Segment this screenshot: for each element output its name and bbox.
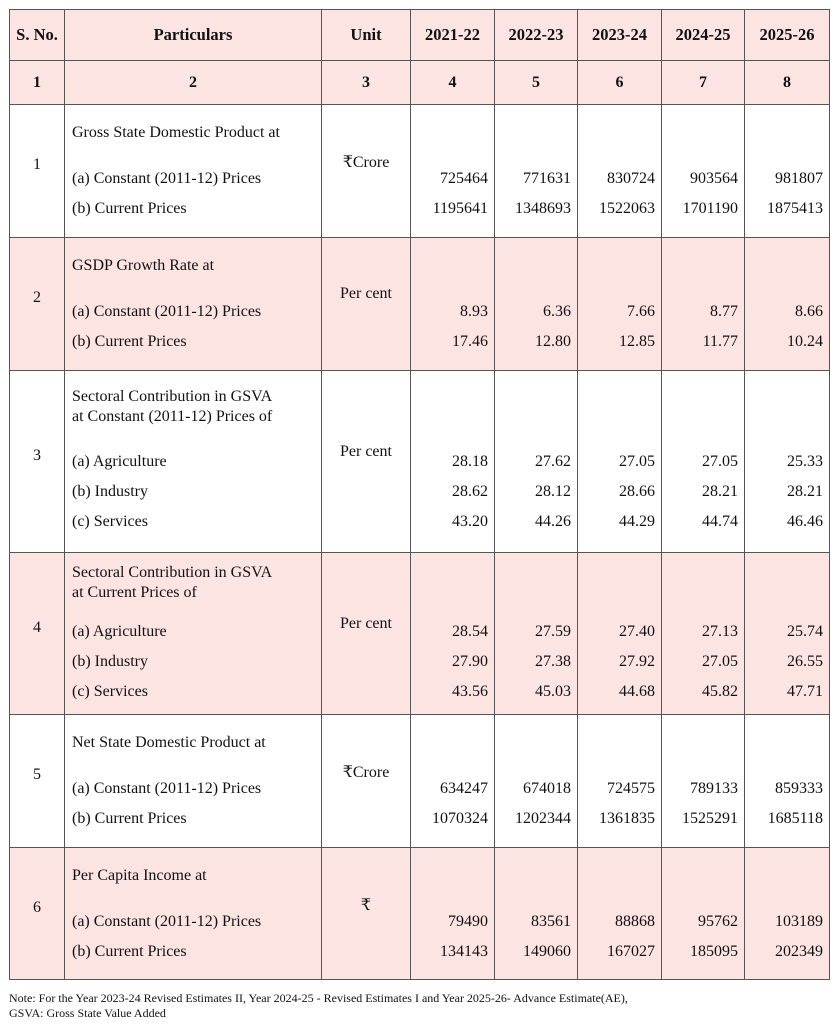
value-cell — [745, 238, 830, 371]
value-cell — [662, 238, 745, 371]
value: 674018 — [523, 780, 571, 797]
value-cell — [495, 105, 578, 238]
value-cell — [411, 553, 495, 715]
particulars-title: at Current Prices of — [72, 584, 197, 601]
particulars-title: Sectoral Contribution in GSVA — [72, 564, 273, 581]
serial-number-cell — [10, 371, 65, 553]
table-row — [10, 105, 830, 238]
value: 28.21 — [787, 483, 823, 500]
value: 634247 — [440, 780, 488, 797]
particulars-item: (b) Current Prices — [72, 200, 187, 217]
value-cell — [495, 371, 578, 553]
value: 1348693 — [515, 200, 571, 217]
value: 1070324 — [432, 810, 488, 827]
value: 95762 — [698, 913, 738, 930]
value: 27.05 — [702, 453, 738, 470]
value-cell — [578, 715, 662, 848]
value: 46.46 — [787, 513, 823, 530]
column-number: 6 — [578, 61, 662, 105]
value-cell — [411, 238, 495, 371]
particulars-item: (c) Services — [72, 683, 148, 700]
value: 25.33 — [787, 453, 823, 470]
particulars-title: Per Capita Income at — [72, 867, 207, 884]
serial-number: 2 — [33, 289, 41, 306]
value: 17.46 — [452, 333, 488, 350]
value: 45.03 — [535, 683, 571, 700]
column-number: 1 — [10, 61, 65, 105]
value-cell — [495, 715, 578, 848]
value-cell — [662, 371, 745, 553]
value: 27.40 — [619, 623, 655, 640]
value: 1522063 — [599, 200, 655, 217]
footnote-line: GSVA: Gross State Value Added — [9, 1006, 166, 1020]
unit-cell — [322, 553, 411, 715]
particulars-title: Gross State Domestic Product at — [72, 124, 280, 141]
value-cell — [495, 238, 578, 371]
unit-label: Per cent — [340, 285, 392, 302]
table-row — [10, 371, 830, 553]
value-cell — [578, 105, 662, 238]
value: 1685118 — [767, 810, 823, 827]
header-year-2025-26: 2025-26 — [745, 10, 830, 61]
serial-number-cell — [10, 238, 65, 371]
table-row — [10, 715, 830, 848]
header-unit: Unit — [322, 10, 411, 61]
header-year-2021-22: 2021-22 — [411, 10, 495, 61]
value: 724575 — [607, 780, 655, 797]
value: 45.82 — [702, 683, 738, 700]
table-row — [10, 848, 830, 980]
value: 27.05 — [702, 653, 738, 670]
value: 7.66 — [627, 303, 655, 320]
value: 28.66 — [619, 483, 655, 500]
value: 83561 — [531, 913, 571, 930]
value: 149060 — [523, 943, 571, 960]
particulars-title: GSDP Growth Rate at — [72, 257, 215, 274]
value: 44.74 — [702, 513, 738, 530]
serial-number-cell — [10, 105, 65, 238]
value: 27.62 — [535, 453, 571, 470]
value: 27.59 — [535, 623, 571, 640]
value: 6.36 — [543, 303, 571, 320]
value-cell — [662, 105, 745, 238]
value: 44.29 — [619, 513, 655, 530]
value: 11.77 — [702, 333, 738, 350]
value: 28.18 — [452, 453, 488, 470]
value-cell — [495, 848, 578, 980]
unit-label: ₹ — [360, 897, 372, 914]
footnote — [9, 991, 831, 1021]
value: 47.71 — [787, 683, 823, 700]
value: 12.80 — [535, 333, 571, 350]
particulars-item: (a) Constant (2011-12) Prices — [72, 303, 262, 320]
value: 10.24 — [787, 333, 823, 350]
particulars-item: (a) Constant (2011-12) Prices — [72, 913, 262, 930]
unit-cell — [322, 238, 411, 371]
particulars-cell — [65, 105, 322, 238]
value: 103189 — [775, 913, 823, 930]
value: 27.13 — [702, 623, 738, 640]
value: 27.92 — [619, 653, 655, 670]
unit-cell — [322, 105, 411, 238]
value: 8.93 — [460, 303, 488, 320]
value: 981807 — [775, 170, 823, 187]
value-cell — [578, 848, 662, 980]
serial-number-cell — [10, 715, 65, 848]
value: 28.21 — [702, 483, 738, 500]
particulars-cell — [65, 848, 322, 980]
value-cell — [411, 105, 495, 238]
value-cell — [745, 371, 830, 553]
value: 28.62 — [452, 483, 488, 500]
value-cell — [745, 553, 830, 715]
value: 1195641 — [432, 200, 488, 217]
value: 27.05 — [619, 453, 655, 470]
value-cell — [495, 553, 578, 715]
value-cell — [662, 553, 745, 715]
serial-number-cell — [10, 848, 65, 980]
value: 28.54 — [452, 623, 488, 640]
column-number: 5 — [495, 61, 578, 105]
value-cell — [411, 715, 495, 848]
value: 44.68 — [619, 683, 655, 700]
particulars-cell — [65, 238, 322, 371]
value: 202349 — [775, 943, 823, 960]
value: 859333 — [775, 780, 823, 797]
value: 185095 — [690, 943, 738, 960]
value: 12.85 — [619, 333, 655, 350]
value-cell — [411, 848, 495, 980]
serial-number: 4 — [33, 619, 41, 636]
particulars-item: (a) Agriculture — [72, 623, 167, 640]
value: 167027 — [607, 943, 655, 960]
unit-cell — [322, 715, 411, 848]
column-number: 7 — [662, 61, 745, 105]
value: 903564 — [690, 170, 738, 187]
serial-number: 5 — [33, 766, 41, 783]
table-row — [10, 553, 830, 715]
value: 8.77 — [710, 303, 738, 320]
unit-label: ₹Crore — [342, 154, 390, 171]
column-number: 8 — [745, 61, 830, 105]
value: 79490 — [448, 913, 488, 930]
value-cell — [662, 848, 745, 980]
particulars-item: (c) Services — [72, 513, 148, 530]
unit-label: Per cent — [340, 615, 392, 632]
value: 27.38 — [535, 653, 571, 670]
particulars-item: (a) Constant (2011-12) Prices — [72, 170, 262, 187]
value: 88868 — [615, 913, 655, 930]
value: 1701190 — [682, 200, 738, 217]
header-sno: S. No. — [10, 10, 65, 61]
value-cell — [745, 848, 830, 980]
serial-number: 3 — [33, 447, 41, 464]
value: 1525291 — [682, 810, 738, 827]
unit-cell — [322, 848, 411, 980]
particulars-item: (b) Current Prices — [72, 943, 187, 960]
particulars-cell — [65, 715, 322, 848]
value: 8.66 — [795, 303, 823, 320]
particulars-cell — [65, 553, 322, 715]
value-cell — [578, 238, 662, 371]
header-year-2023-24: 2023-24 — [578, 10, 662, 61]
value-cell — [662, 715, 745, 848]
table-row — [10, 238, 830, 371]
unit-cell — [322, 371, 411, 553]
serial-number: 6 — [33, 899, 41, 916]
particulars-item: (b) Industry — [72, 653, 148, 670]
serial-number: 1 — [33, 156, 41, 173]
serial-number-cell — [10, 553, 65, 715]
value: 43.20 — [452, 513, 488, 530]
value-cell — [745, 105, 830, 238]
header-year-2022-23: 2022-23 — [495, 10, 578, 61]
value: 26.55 — [787, 653, 823, 670]
column-number: 2 — [65, 61, 322, 105]
value: 725464 — [440, 170, 488, 187]
particulars-item: (a) Agriculture — [72, 453, 167, 470]
header-particulars: Particulars — [65, 10, 322, 61]
value: 771631 — [523, 170, 571, 187]
value: 1361835 — [599, 810, 655, 827]
particulars-cell — [65, 371, 322, 553]
value: 27.90 — [452, 653, 488, 670]
column-number: 4 — [411, 61, 495, 105]
value: 44.26 — [535, 513, 571, 530]
particulars-title: at Constant (2011-12) Prices of — [72, 408, 273, 425]
value-cell — [578, 553, 662, 715]
particulars-item: (b) Current Prices — [72, 333, 187, 350]
value: 1202344 — [515, 810, 571, 827]
unit-label: Per cent — [340, 443, 392, 460]
footnote-line: Note: For the Year 2023-24 Revised Estimates II, Year 2024-25 - Revised Estimates I and Year 2025-26- Advance Estimate(AE), — [9, 991, 628, 1005]
particulars-item: (a) Constant (2011-12) Prices — [72, 780, 262, 797]
indicators-table — [9, 9, 830, 980]
unit-label: ₹Crore — [342, 764, 390, 781]
value-cell — [411, 371, 495, 553]
column-number-row — [10, 61, 830, 105]
value: 1875413 — [767, 200, 823, 217]
value: 830724 — [607, 170, 655, 187]
value-cell — [578, 371, 662, 553]
value: 43.56 — [452, 683, 488, 700]
column-number: 3 — [322, 61, 411, 105]
particulars-title: Sectoral Contribution in GSVA — [72, 388, 273, 405]
value: 25.74 — [787, 623, 823, 640]
particulars-item: (b) Current Prices — [72, 810, 187, 827]
header-year-2024-25: 2024-25 — [662, 10, 745, 61]
header-row — [10, 10, 830, 61]
particulars-item: (b) Industry — [72, 483, 148, 500]
value-cell — [745, 715, 830, 848]
value: 789133 — [690, 780, 738, 797]
value: 28.12 — [535, 483, 571, 500]
particulars-title: Net State Domestic Product at — [72, 734, 266, 751]
value: 134143 — [440, 943, 488, 960]
